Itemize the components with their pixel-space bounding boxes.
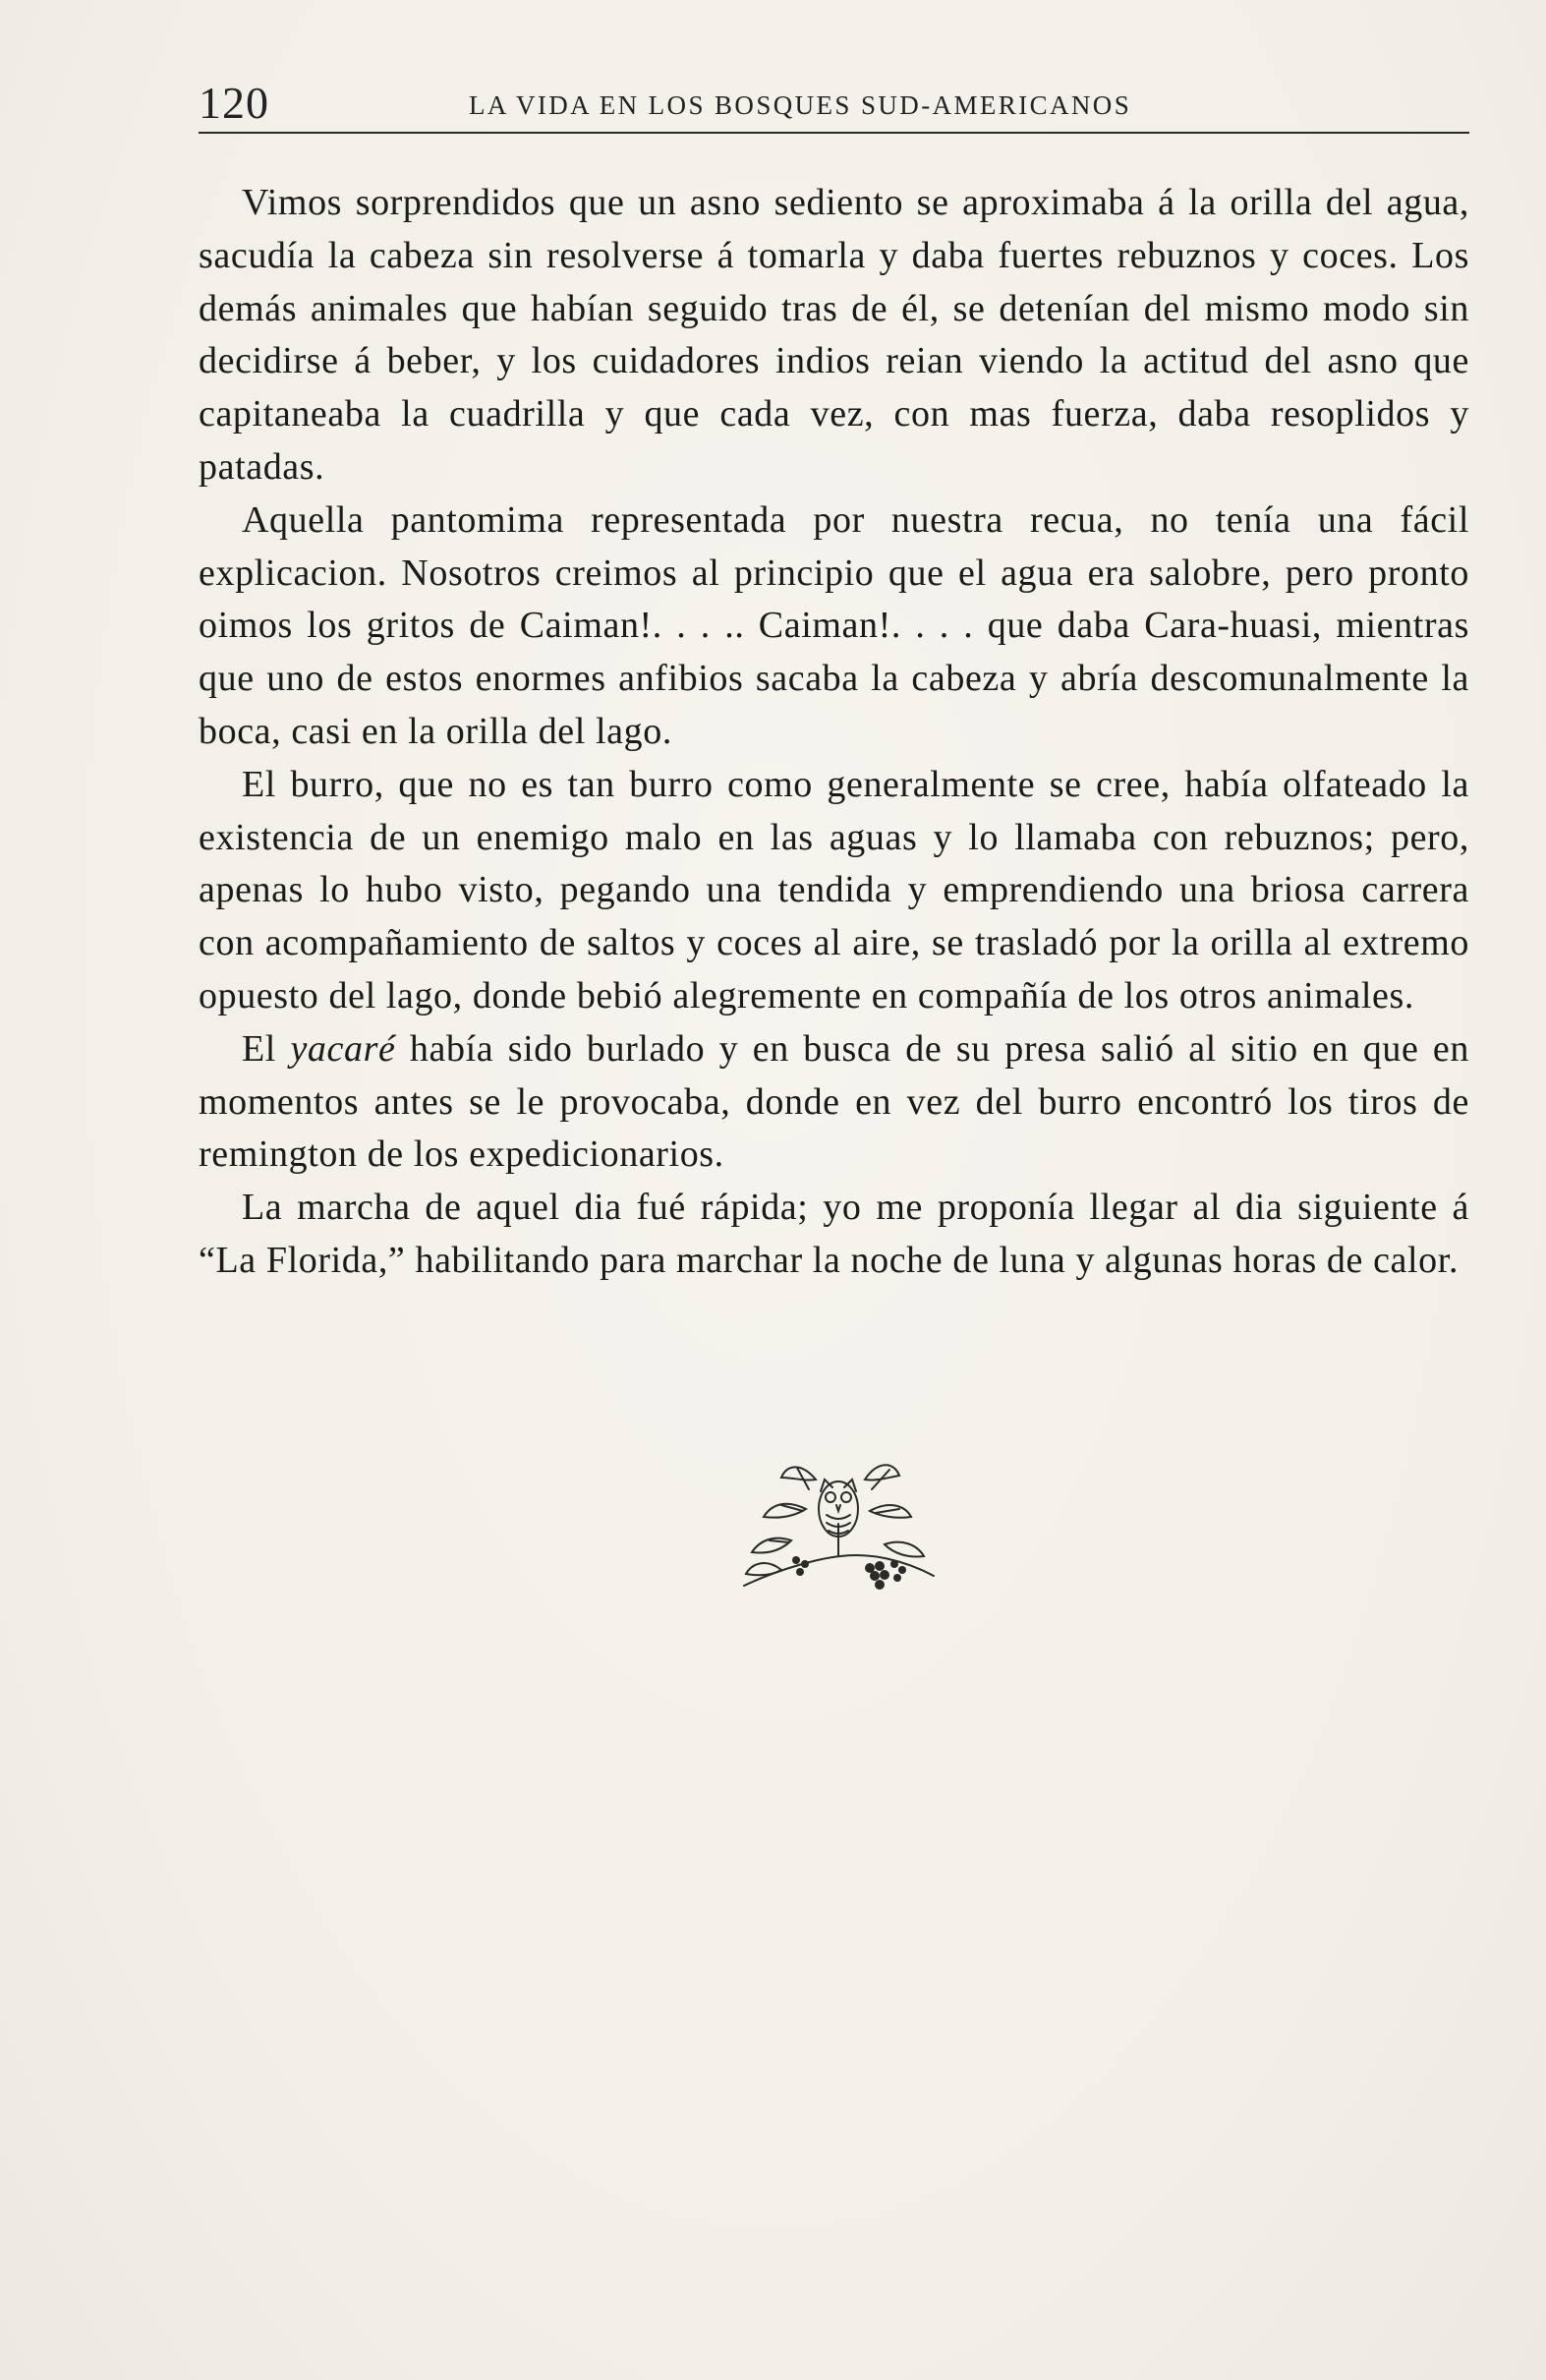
paragraph: El burro, que no es tan burro como generalmente se cree, había olfateado la existencia de un enemigo malo en las aguas y lo llamaba con rebuznos; pero, apenas lo hubo visto, pegando una tendida y emprendiendo una briosa carrera con acompañamiento de saltos y coces al aire, se trasladó por la orilla al extremo opuesto del lago, donde bebió alegremente en compañía de los otros animales. (199, 763, 1469, 1016)
paragraph: Vimos sorprendidos que un asno sediento se aproximaba á la orilla del agua, sacudía la cabeza sin resolverse á tomarla y daba fuertes rebuznos y coces. Los demás animales que habían seguido tras de él, se detenían del mismo modo sin decidirse á beber, y los cuidadores indios reian viendo la actitud del asno que capitaneaba la cuadrilla y que cada vez, con mas fuerza, daba resoplidos y patadas. (199, 182, 1469, 488)
owl-on-vine-ornament-icon (722, 1450, 948, 1597)
page-number: 120 (199, 78, 269, 128)
paragraph (199, 1023, 1469, 1182)
paragraph: La marcha de aquel dia fué rápida; yo me proponía llegar al dia siguiente á “La Florida,” habilitando para marchar la noche de luna y algunas horas de calor. (199, 1187, 1469, 1281)
paragraph-text-rest: había sido burlado y en busca de su presa salió al sitio en que en momentos antes se le provocaba, donde en vez del burro encontró los tiros de remington de los expedicionarios. (199, 1027, 1469, 1176)
body-text (199, 177, 1469, 1288)
paragraph-text-start: El (242, 1027, 291, 1070)
page-header (199, 77, 1469, 136)
italic-term: yacaré (290, 1027, 396, 1070)
header-rule (199, 132, 1469, 134)
paragraph: Aquella pantomima representada por nuestra recua, no tenía una fácil explicacion. Nosotros creimos al principio que el agua era salobre, pero pronto oimos los gritos de Caiman!. . . .. Caiman!. . . . que daba Cara-huasi, mientras que uno de estos enormes anfibios sacaba la cabeza y abría descomunalmente la boca, casi en la orilla del lago. (199, 498, 1469, 752)
running-head: LA VIDA EN LOS BOSQUES SUD-AMERICANOS (469, 90, 1132, 120)
